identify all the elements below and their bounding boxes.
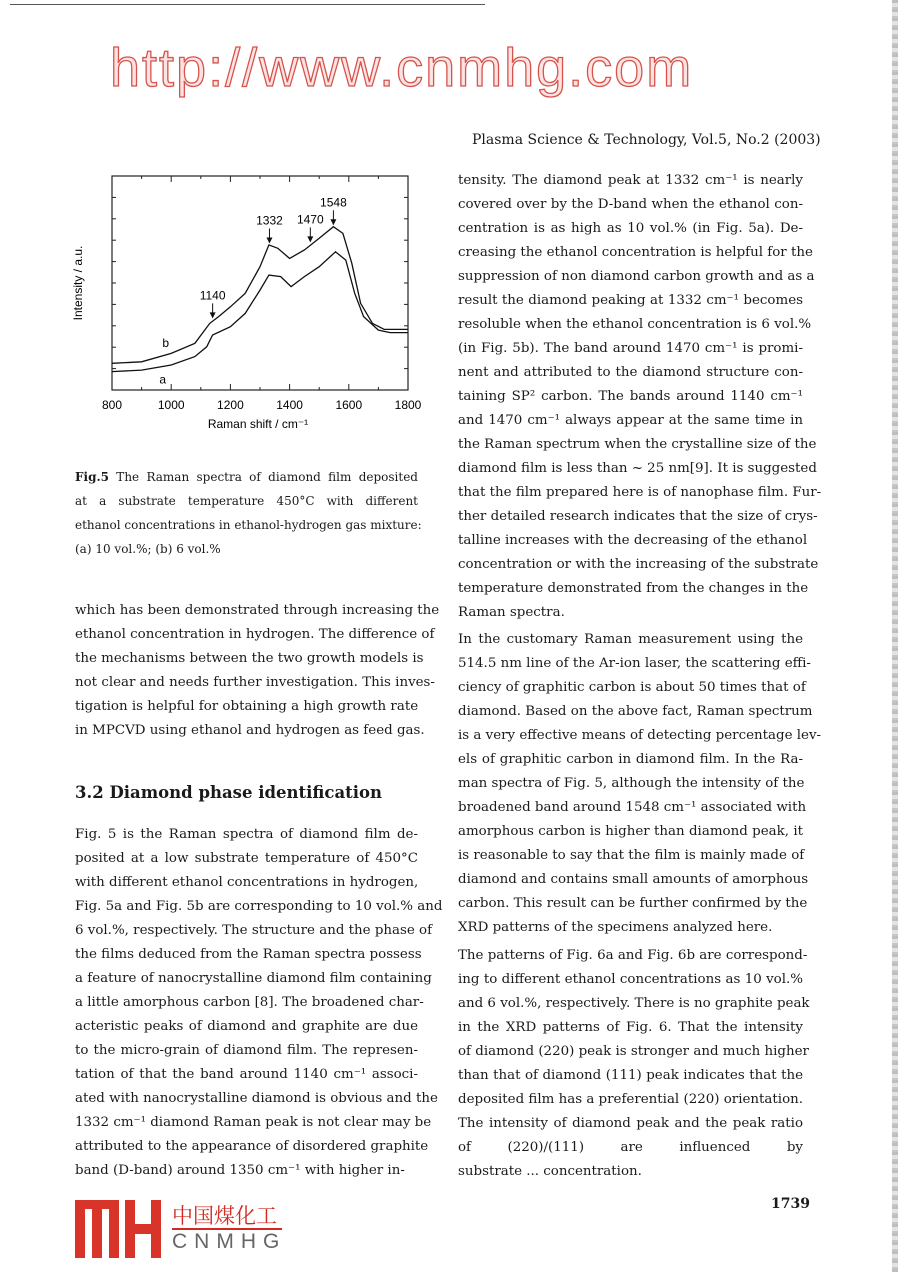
x-tick-label: 800: [101, 398, 123, 412]
text-line: in the XRD patterns of Fig. 6. That the intensity: [458, 1020, 803, 1035]
text-line: centration is as high as 10 vol.% (in Fig. 5a). De-: [458, 221, 803, 236]
text-line: carbon. This result can be further confirmed by the: [458, 896, 808, 911]
text-line: tation of that the band around 1140 cm⁻¹ associ-: [75, 1067, 418, 1082]
mh-logo-mark: [75, 1200, 161, 1258]
url-watermark: http://www.cnmhg.com: [110, 38, 694, 98]
arrow-head: [307, 236, 313, 242]
text-line: of (220)/(111) are influenced by: [458, 1140, 803, 1155]
left-paragraph-2: [75, 823, 443, 1183]
text-line: ther detailed research indicates that the size of crys-: [458, 509, 818, 524]
x-tick-label: 1200: [217, 398, 244, 412]
y-axis-label: Intensity / a.u.: [71, 245, 85, 321]
text-line: result the diamond peaking at 1332 cm⁻¹ becomes: [458, 293, 803, 308]
text-line: acteristic peaks of diamond and graphite are due: [75, 1019, 418, 1034]
text-line: taining SP² carbon. The bands around 1140 cm⁻¹: [458, 389, 803, 404]
text-line: Raman spectra.: [458, 605, 565, 620]
text-line: ated with nanocrystalline diamond is obvious and the: [75, 1091, 438, 1106]
text-line: covered over by the D-band when the ethanol con-: [458, 197, 803, 212]
spectrum-b: [112, 227, 408, 364]
text-line: temperature demonstrated from the changes in the: [458, 581, 809, 596]
text-line: tensity. The diamond peak at 1332 cm⁻¹ is nearly: [458, 173, 803, 188]
text-line: to the micro-grain of diamond film. The represen-: [75, 1043, 418, 1058]
text-line: than that of diamond (111) peak indicates that the: [458, 1068, 803, 1083]
text-line: suppression of non diamond carbon growth and as a: [458, 269, 815, 284]
left-paragraph-1: [75, 599, 440, 743]
right-paragraph-1: [458, 169, 822, 625]
figure-caption: [75, 465, 422, 561]
section-heading: 3.2 Diamond phase identification: [75, 783, 383, 802]
caption-line: ethanol concentrations in ethanol-hydrogen gas mixture:: [75, 518, 422, 532]
text-line: attributed to the appearance of disordered graphite: [75, 1139, 429, 1154]
text-line: substrate ... concentration.: [458, 1164, 642, 1179]
text-line: resoluble when the ethanol concentration is 6 vol.%: [458, 317, 812, 332]
text-line: in MPCVD using ethanol and hydrogen as feed gas.: [75, 723, 425, 738]
text-line: diamond and contains small amounts of amorphous: [458, 872, 809, 887]
arrow-head: [330, 219, 336, 225]
series-label-b: b: [162, 336, 170, 351]
caption-line: at a substrate temperature 450°C with different: [75, 494, 418, 508]
text-line: and 6 vol.%, respectively. There is no graphite peak: [458, 996, 810, 1011]
text-line: In the customary Raman measurement using the: [458, 632, 803, 647]
text-line: 1332 cm⁻¹ diamond Raman peak is not clear may be: [75, 1115, 432, 1130]
caption-text: The Raman spectra of diamond film deposited: [109, 470, 418, 484]
text-line: XRD patterns of the specimens analyzed here.: [458, 920, 773, 935]
text-line: Fig. 5a and Fig. 5b are corresponding to 10 vol.% and: [75, 899, 443, 914]
spectrum-a: [112, 252, 408, 372]
cnmhg-logo: [75, 1200, 375, 1258]
scan-edge: [892, 0, 898, 1272]
page-number: 1739: [771, 1196, 810, 1212]
text-line: diamond. Based on the above fact, Raman spectrum: [458, 704, 813, 719]
peak-label: 1332: [256, 213, 283, 228]
text-line: broadened band around 1548 cm⁻¹ associated with: [458, 800, 807, 815]
right-paragraph-2: [458, 628, 822, 940]
caption-line: [75, 465, 418, 489]
text-line: ing to different ethanol concentrations as 10 vol.%: [458, 972, 803, 987]
text-line: 514.5 nm line of the Ar-ion laser, the scattering effi-: [458, 656, 811, 671]
text-line: which has been demonstrated through increasing the: [75, 603, 440, 618]
text-line: concentration or with the increasing of the substrate: [458, 557, 819, 572]
caption-line: (a) 10 vol.%; (b) 6 vol.%: [75, 542, 221, 556]
x-tick-label: 1400: [276, 398, 303, 412]
text-line: that the film prepared here is of nanophase film. Fur-: [458, 485, 822, 500]
journal-header: Plasma Science & Technology, Vol.5, No.2 (2003): [472, 132, 821, 148]
peak-label: 1548: [320, 195, 347, 210]
spectra-curves: [112, 227, 408, 372]
text-line: not clear and needs further investigation. This inves-: [75, 675, 435, 690]
logo-chinese: 中国煤化工: [172, 1200, 279, 1230]
text-line: nent and attributed to the diamond structure con-: [458, 365, 803, 380]
text-line: diamond film is less than ~ 25 nm[9]. It is suggested: [458, 461, 817, 476]
text-line: creasing the ethanol concentration is helpful for the: [458, 245, 813, 260]
text-line: els of graphitic carbon in diamond film. In the Ra-: [458, 752, 803, 767]
text-line: is a very effective means of detecting percentage lev-: [458, 728, 822, 743]
text-line: (in Fig. 5b). The band around 1470 cm⁻¹ is promi-: [458, 341, 803, 356]
text-line: tigation is helpful for obtaining a high growth rate: [75, 699, 419, 714]
x-tick-label: 1000: [157, 398, 185, 412]
top-rule: [10, 4, 485, 5]
arrow-head: [266, 237, 272, 243]
caption-label: Fig.5: [75, 470, 109, 484]
text-line: amorphous carbon is higher than diamond peak, it: [458, 824, 803, 839]
text-line: the films deduced from the Raman spectra possess: [75, 947, 422, 962]
text-line: and 1470 cm⁻¹ always appear at the same time in: [458, 413, 803, 428]
text-line: The intensity of diamond peak and the peak ratio: [458, 1116, 803, 1131]
text-line: of diamond (220) peak is stronger and much higher: [458, 1044, 809, 1059]
x-tick-label: 1600: [335, 398, 363, 412]
text-line: 6 vol.%, respectively. The structure and the phase of: [75, 923, 433, 938]
text-line: a little amorphous carbon [8]. The broadened char-: [75, 995, 424, 1010]
logo-english: CNMHG: [172, 1230, 287, 1253]
text-line: band (D-band) around 1350 cm⁻¹ with higher in-: [75, 1163, 405, 1178]
text-line: posited at a low substrate temperature of 450°C: [75, 851, 418, 866]
x-tick-label: 1800: [394, 398, 422, 412]
text-line: is reasonable to say that the film is mainly made of: [458, 848, 805, 863]
text-line: The patterns of Fig. 6a and Fig. 6b are correspond-: [458, 948, 808, 963]
series-label-a: a: [159, 372, 167, 387]
x-tick-labels: [102, 398, 422, 412]
right-paragraph-3: [458, 944, 810, 1184]
text-line: the mechanisms between the two growth models is: [75, 651, 424, 666]
text-line: with different ethanol concentrations in hydrogen,: [75, 875, 419, 890]
text-line: ciency of graphitic carbon is about 50 times that of: [458, 680, 806, 695]
peak-label: 1470: [296, 212, 324, 227]
text-line: the Raman spectrum when the crystalline size of the: [458, 437, 817, 452]
peak-annotations: [200, 195, 347, 318]
raman-figure: [60, 170, 430, 440]
peak-label: 1140: [199, 288, 226, 303]
text-line: a feature of nanocrystalline diamond film containing: [75, 971, 432, 986]
text-line: ethanol concentration in hydrogen. The difference of: [75, 627, 435, 642]
x-axis-label: Raman shift / cm⁻¹: [207, 417, 309, 431]
text-line: man spectra of Fig. 5, although the intensity of the: [458, 776, 805, 791]
text-line: talline increases with the decreasing of the ethanol: [458, 533, 808, 548]
text-line: Fig. 5 is the Raman spectra of diamond film de-: [75, 827, 418, 842]
arrow-head: [210, 312, 216, 318]
text-line: deposited film has a preferential (220) orientation.: [458, 1092, 804, 1107]
